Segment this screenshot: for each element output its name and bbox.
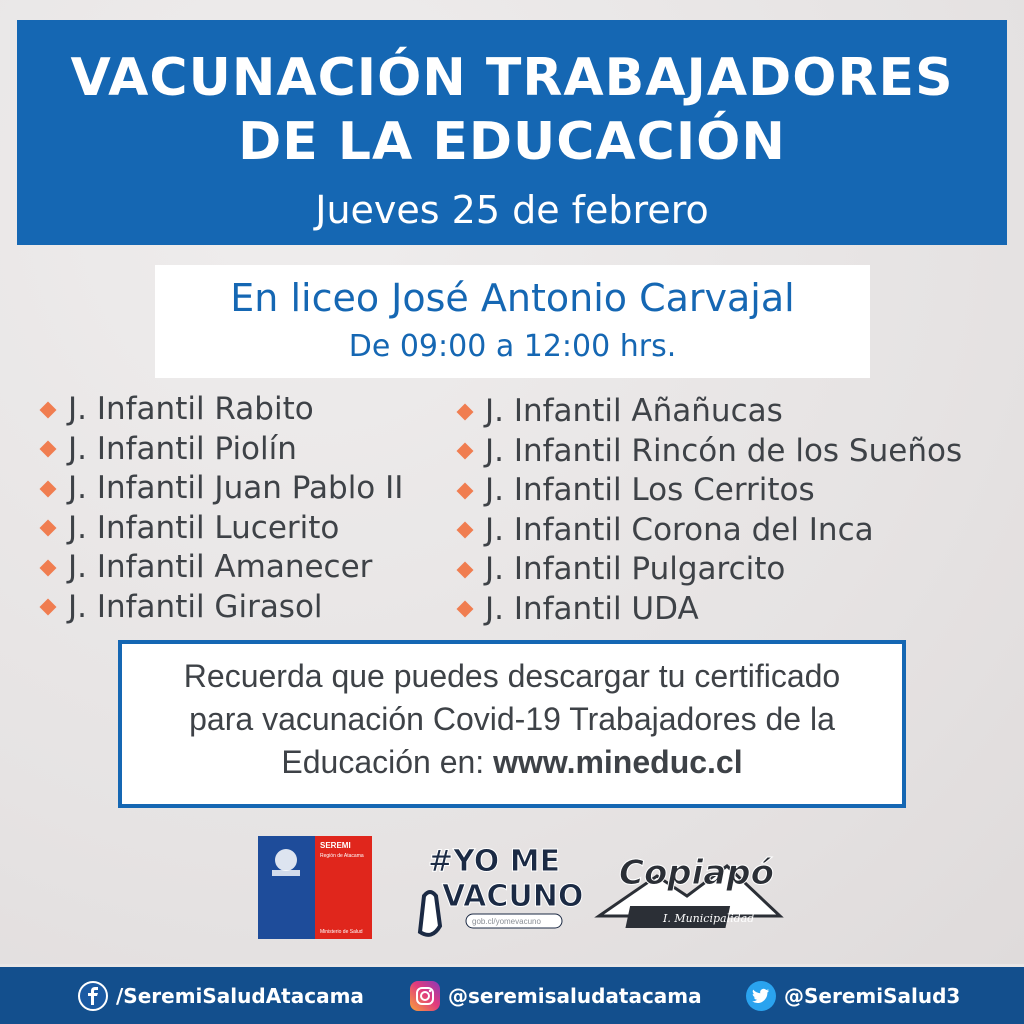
title-line-2: DE LA EDUCACIÓN <box>238 112 786 172</box>
list-item: J. Infantil Juan Pablo II <box>38 469 403 509</box>
reminder-line-2: para vacunación Covid-19 Trabajadores de la <box>189 701 835 737</box>
yo-me-vacuno-logo <box>418 836 584 940</box>
title-line-1: VACUNACIÓN TRABAJADORES <box>70 48 954 108</box>
diamond-bullet-icon <box>40 559 57 576</box>
svg-text:Región de Atacama: Región de Atacama <box>320 853 364 859</box>
seremi-logo <box>258 836 372 939</box>
diamond-bullet-icon <box>457 482 474 499</box>
diamond-bullet-icon <box>457 601 474 618</box>
diamond-bullet-icon <box>457 561 474 578</box>
social-footer <box>0 964 1024 1024</box>
list-item: J. Infantil Corona del Inca <box>455 511 962 551</box>
instagram-icon <box>410 981 440 1011</box>
svg-text:VACUNO: VACUNO <box>442 879 584 914</box>
diamond-bullet-icon <box>457 403 474 420</box>
title-banner <box>17 20 1007 245</box>
reminder-line-1: Recuerda que puedes descargar tu certificado <box>183 658 841 694</box>
kindergarten-list-right <box>455 392 962 629</box>
venue-name: En liceo José Antonio Carvajal <box>230 276 795 320</box>
mineduc-link[interactable]: www.mineduc.cl <box>493 744 743 780</box>
facebook-icon <box>78 981 108 1011</box>
venue-box <box>155 265 870 378</box>
diamond-bullet-icon <box>40 599 57 616</box>
svg-text:Ministerio de Salud: Ministerio de Salud <box>320 929 363 935</box>
list-item: J. Infantil Rabito <box>38 390 403 430</box>
certificate-reminder-box <box>118 640 906 808</box>
reminder-line-3: Educación en: www.mineduc.cl <box>281 744 743 780</box>
facebook-link[interactable]: /SeremiSaludAtacama <box>78 981 364 1011</box>
diamond-bullet-icon <box>40 441 57 458</box>
diamond-bullet-icon <box>40 520 57 537</box>
kindergarten-list-left <box>38 390 403 627</box>
event-date: Jueves 25 de febrero <box>315 188 709 232</box>
svg-text:SEREMI: SEREMI <box>320 841 351 850</box>
diamond-bullet-icon <box>457 443 474 460</box>
list-item: J. Infantil Los Cerritos <box>455 471 962 511</box>
diamond-bullet-icon <box>40 480 57 497</box>
list-item: J. Infantil Lucerito <box>38 509 403 549</box>
diamond-bullet-icon <box>40 401 57 418</box>
diamond-bullet-icon <box>457 522 474 539</box>
svg-text:I. Municipalidad: I. Municipalidad <box>663 912 755 925</box>
svg-text:gob.cl/yomevacuno: gob.cl/yomevacuno <box>472 917 541 926</box>
venue-hours: De 09:00 a 12:00 hrs. <box>348 329 677 364</box>
list-item: J. Infantil Añañucas <box>455 392 962 432</box>
instagram-link[interactable]: @seremisaludatacama <box>410 981 702 1011</box>
svg-text:#YO ME: #YO ME <box>428 844 561 879</box>
list-item: J. Infantil Amanecer <box>38 548 403 588</box>
twitter-icon <box>746 981 776 1011</box>
list-item: J. Infantil UDA <box>455 590 962 630</box>
list-item: J. Infantil Girasol <box>38 588 403 628</box>
twitter-link[interactable]: @SeremiSalud3 <box>746 981 960 1011</box>
svg-text:Copiapó: Copiapó <box>619 853 774 893</box>
copiapo-municipality-logo <box>597 836 782 936</box>
list-item: J. Infantil Piolín <box>38 430 403 470</box>
list-item: J. Infantil Pulgarcito <box>455 550 962 590</box>
list-item: J. Infantil Rincón de los Sueños <box>455 432 962 472</box>
